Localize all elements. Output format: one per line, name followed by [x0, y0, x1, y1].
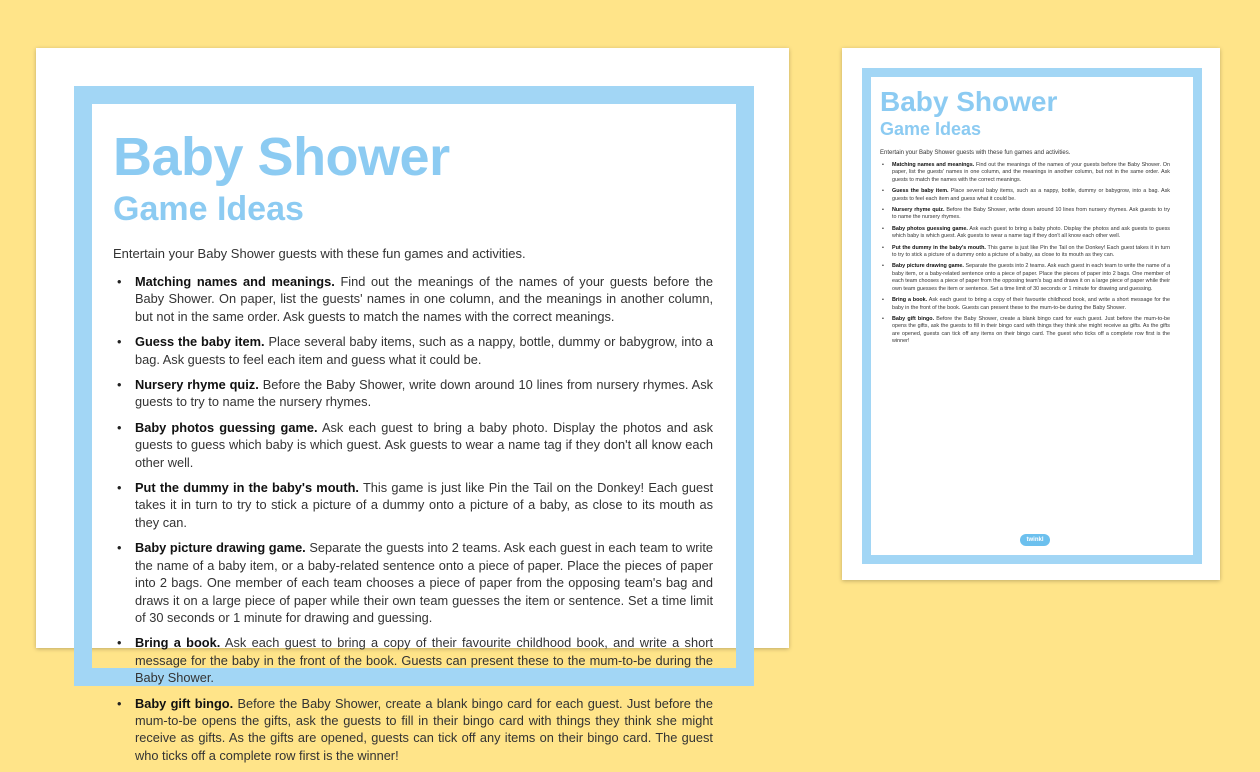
game-text: Separate the guests into 2 teams. Ask each guest in each team to write the name of a baby item, or a baby-related sentence onto a piece of paper. Place the pieces of paper into 2 bags. One member of each team chooses a piece of paper from the opposing team's bag and draws it on a large piece of paper while their own team guesses the item or sentence. Set a time limit of 30 seconds or 1 minute for drawing and guessing.: [135, 540, 713, 625]
game-name: Bring a book.: [892, 297, 928, 304]
game-name: Nursery rhyme quiz.: [892, 207, 945, 214]
list-item: [113, 479, 713, 531]
list-item: [113, 273, 713, 325]
page-subtitle: Game Ideas: [880, 119, 982, 139]
game-name: Baby photos guessing game.: [892, 225, 968, 232]
game-text: Before the Baby Shower, create a blank bingo card for each guest. Just before the mum-to-be opens the gifts, ask the guests to fill in their bingo card with things they think she might receive as gifts. As the gifts are opened, guests can tick off any items on their bingo card. The guest who ticks off a complete row first is the winner!: [892, 315, 1171, 345]
list-item: [113, 419, 713, 471]
game-text: Place several baby items, such as a nappy, bottle, dummy or babygrow, into a bag. Ask guests to feel each item and guess what it could be.: [135, 334, 714, 367]
page-title: Baby Shower: [113, 127, 450, 187]
small-page-preview: [842, 48, 1220, 580]
game-text: Place several baby items, such as a nappy, bottle, dummy or babygrow, into a bag. Ask guests to feel each item and guess what it could be.: [892, 188, 1170, 202]
game-name: Nursery rhyme quiz.: [135, 377, 259, 393]
game-name: Bring a book.: [135, 635, 221, 651]
list-item: [880, 297, 1170, 312]
game-list: [113, 273, 713, 764]
list-item: [113, 695, 713, 765]
game-text: Find out the meanings of the names of your guests before the Baby Shower. On paper, list the guests' names in one column, and the meanings in another column, but not in the same order. Ask guests to match the names with the correct meanings.: [892, 162, 1170, 183]
game-name: Matching names and meanings.: [892, 162, 975, 168]
game-name: Baby gift bingo.: [135, 695, 234, 711]
game-text: This game is just like Pin the Tail on the Donkey! Each guest takes it in turn to try to stick a picture of a dummy onto a picture of a baby, as close to its mouth as they can.: [892, 244, 1170, 259]
list-item: [880, 263, 1170, 293]
list-item: [113, 634, 713, 686]
page-title: Baby Shower: [880, 86, 1058, 117]
game-text: Before the Baby Shower, write down around 10 lines from nursery rhymes. Ask guests to try to name the nursery rhymes.: [135, 377, 713, 410]
twinkl-logo: twinkl: [1020, 534, 1050, 546]
game-name: Baby picture drawing game.: [135, 540, 306, 556]
game-text: Find out the meanings of the names of your guests before the Baby Shower. On paper, list the guests' names in one column, and the meanings in another column, but not in the same order. Ask guests to match the names with the correct meanings.: [135, 274, 713, 324]
game-name: Baby photos guessing game.: [135, 419, 318, 435]
page-subtitle: Game Ideas: [113, 190, 304, 228]
list-item: [113, 539, 713, 626]
game-name: Put the dummy in the baby's mouth.: [892, 244, 986, 251]
game-list: [880, 162, 1170, 346]
game-name: Matching names and meanings.: [135, 274, 335, 289]
game-text: Ask each guest to bring a baby photo. Display the photos and ask guests to guess which baby is which guest. Ask guests to wear a name tag if they don't all know each other well.: [135, 419, 713, 470]
game-name: Guess the baby item.: [135, 334, 265, 350]
list-item: [113, 376, 713, 411]
list-item: [880, 207, 1170, 222]
list-item: [880, 188, 1170, 203]
intro-text: Entertain your Baby Shower guests with these fun games and activities.: [113, 246, 526, 261]
game-name: Put the dummy in the baby's mouth.: [135, 480, 359, 496]
list-item: [880, 226, 1170, 241]
game-text: Before the Baby Shower, write down around 10 lines from nursery rhymes. Ask guests to try to name the nursery rhymes.: [892, 207, 1170, 221]
game-text: Ask each guest to bring a baby photo. Display the photos and ask guests to guess which baby is which guest. Ask guests to wear a name tag if they don't all know each other well.: [892, 225, 1170, 240]
list-item: [880, 162, 1170, 184]
game-name: Guess the baby item.: [892, 188, 949, 195]
game-name: Baby picture drawing game.: [892, 263, 964, 270]
list-item: [880, 316, 1170, 346]
page-content: [880, 88, 1170, 350]
list-item: [880, 245, 1170, 260]
game-text: Separate the guests into 2 teams. Ask each guest in each team to write the name of a baby item, or a baby-related sentence onto a piece of paper. Place the pieces of paper into 2 bags. One member of each team chooses a piece of paper from the opposing team's bag and draws it on a large piece of paper while their own team guesses the item or sentence. Set a time limit of 30 seconds or 1 minute for drawing and guessing.: [892, 263, 1170, 292]
game-text: Ask each guest to bring a copy of their favourite childhood book, and write a short message for the baby in the front of the book. Guests can present these to the mum-to-be during the Baby Shower.: [135, 635, 714, 686]
game-text: This game is just like Pin the Tail on the Donkey! Each guest takes it in turn to try to stick a picture of a dummy onto a picture of a baby, as close to its mouth as they can.: [135, 480, 714, 530]
game-text: Ask each guest to bring a copy of their favourite childhood book, and write a short message for the baby in the front of the book. Guests can present these to the mum-to-be during the Baby Shower.: [892, 297, 1170, 311]
list-item: [113, 333, 713, 368]
large-page-preview: [36, 48, 789, 763]
game-text: Before the Baby Shower, create a blank bingo card for each guest. Just before the mum-to-be opens the gifts, ask the guests to fill in their bingo card with things they think she might receive as gifts. As the gifts are opened, guests can tick off any items on their bingo card. The guest who ticks off a complete row first is the winner!: [135, 695, 713, 763]
game-name: Baby gift bingo.: [892, 315, 935, 322]
intro-text: Entertain your Baby Shower guests with these fun games and activities.: [880, 150, 1071, 156]
page-content: [113, 126, 713, 772]
